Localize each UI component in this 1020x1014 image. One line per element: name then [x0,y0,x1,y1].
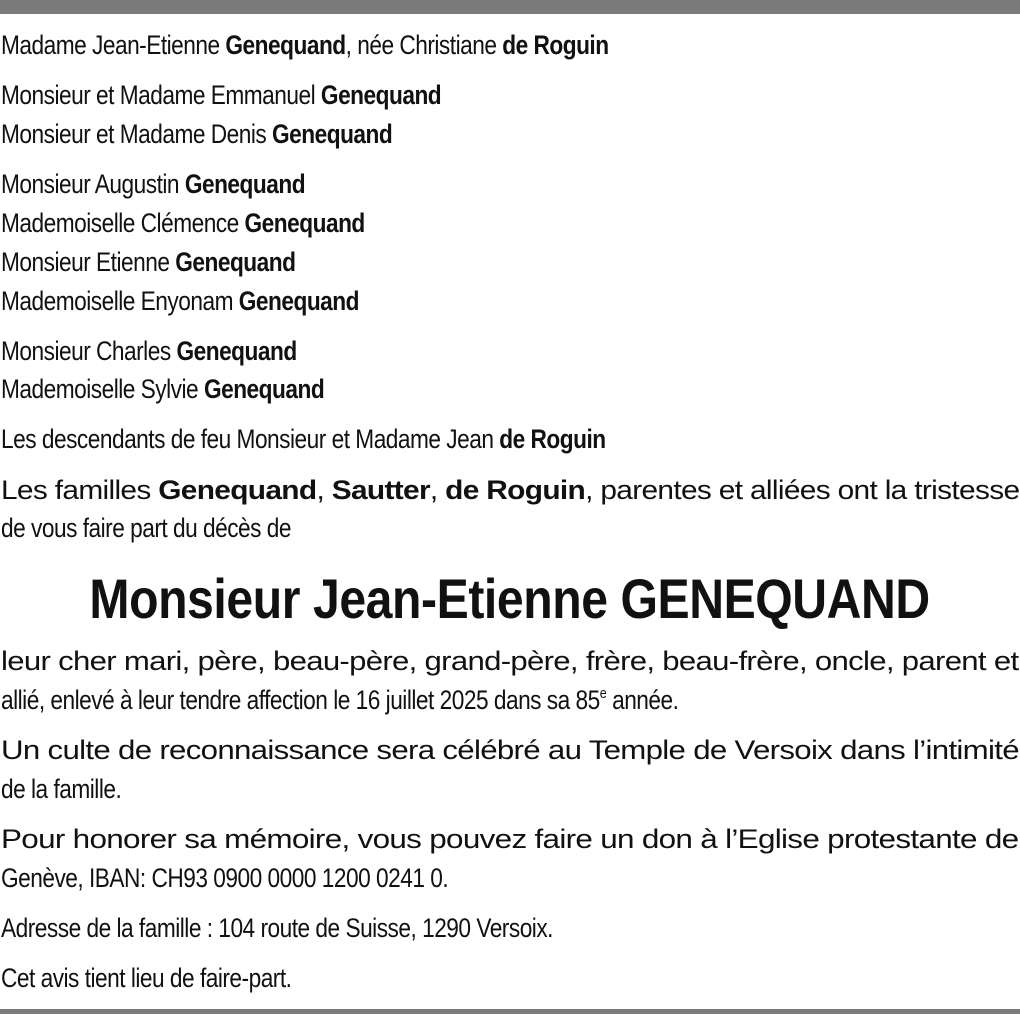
family-line-8: Monsieur Charles Genequand [1,336,297,366]
family-line-4: Monsieur Augustin Genequand [1,169,306,199]
deceased-name: Monsieur Jean-Etienne GENEQUAND [89,567,931,630]
paragraph-2-line-2: de la famille. [1,774,122,804]
families-line-2: de vous faire part du décès de [1,513,292,543]
paragraph-2-line-1: Un culte de reconnaissance sera célébré au Temple de Versoix dans l’intimité [1,735,1019,765]
family-line-7: Mademoiselle Enyonam Genequand [1,286,359,316]
paragraph-1-line-2: allié, enlevé à leur tendre affection le 16 juillet 2025 dans sa 85e année. [1,685,679,715]
paragraph-1-line-1: leur cher mari, père, beau-père, grand-père, frère, beau-frère, oncle, parent et [1,646,1019,676]
families-line: Les familles Genequand, Sautter, de Roguin, parentes et alliées ont la tristesse [1,475,1020,505]
family-line-2: Monsieur et Madame Emmanuel Genequand [1,80,442,110]
family-line-3: Monsieur et Madame Denis Genequand [1,119,393,149]
family-line-10: Les descendants de feu Monsieur et Madame Jean de Roguin [1,424,606,454]
family-line-9: Mademoiselle Sylvie Genequand [1,374,325,404]
family-address: Adresse de la famille : 104 route de Suisse, 1290 Versoix. [1,913,553,943]
family-line-1: Madame Jean-Etienne Genequand, née Christiane de Roguin [1,30,609,60]
paragraph-3-line-1: Pour honorer sa mémoire, vous pouvez faire un don à l’Eglise protestante de [1,824,1019,854]
family-line-5: Mademoiselle Clémence Genequand [1,208,365,238]
family-line-6: Monsieur Etienne Genequand [1,247,296,277]
bottom-rule [0,1009,1020,1014]
closing-note: Cet avis tient lieu de faire-part. [1,963,292,993]
paragraph-3-line-2: Genève, IBAN: CH93 0900 0000 1200 0241 0. [1,863,449,893]
top-rule [0,0,1020,14]
